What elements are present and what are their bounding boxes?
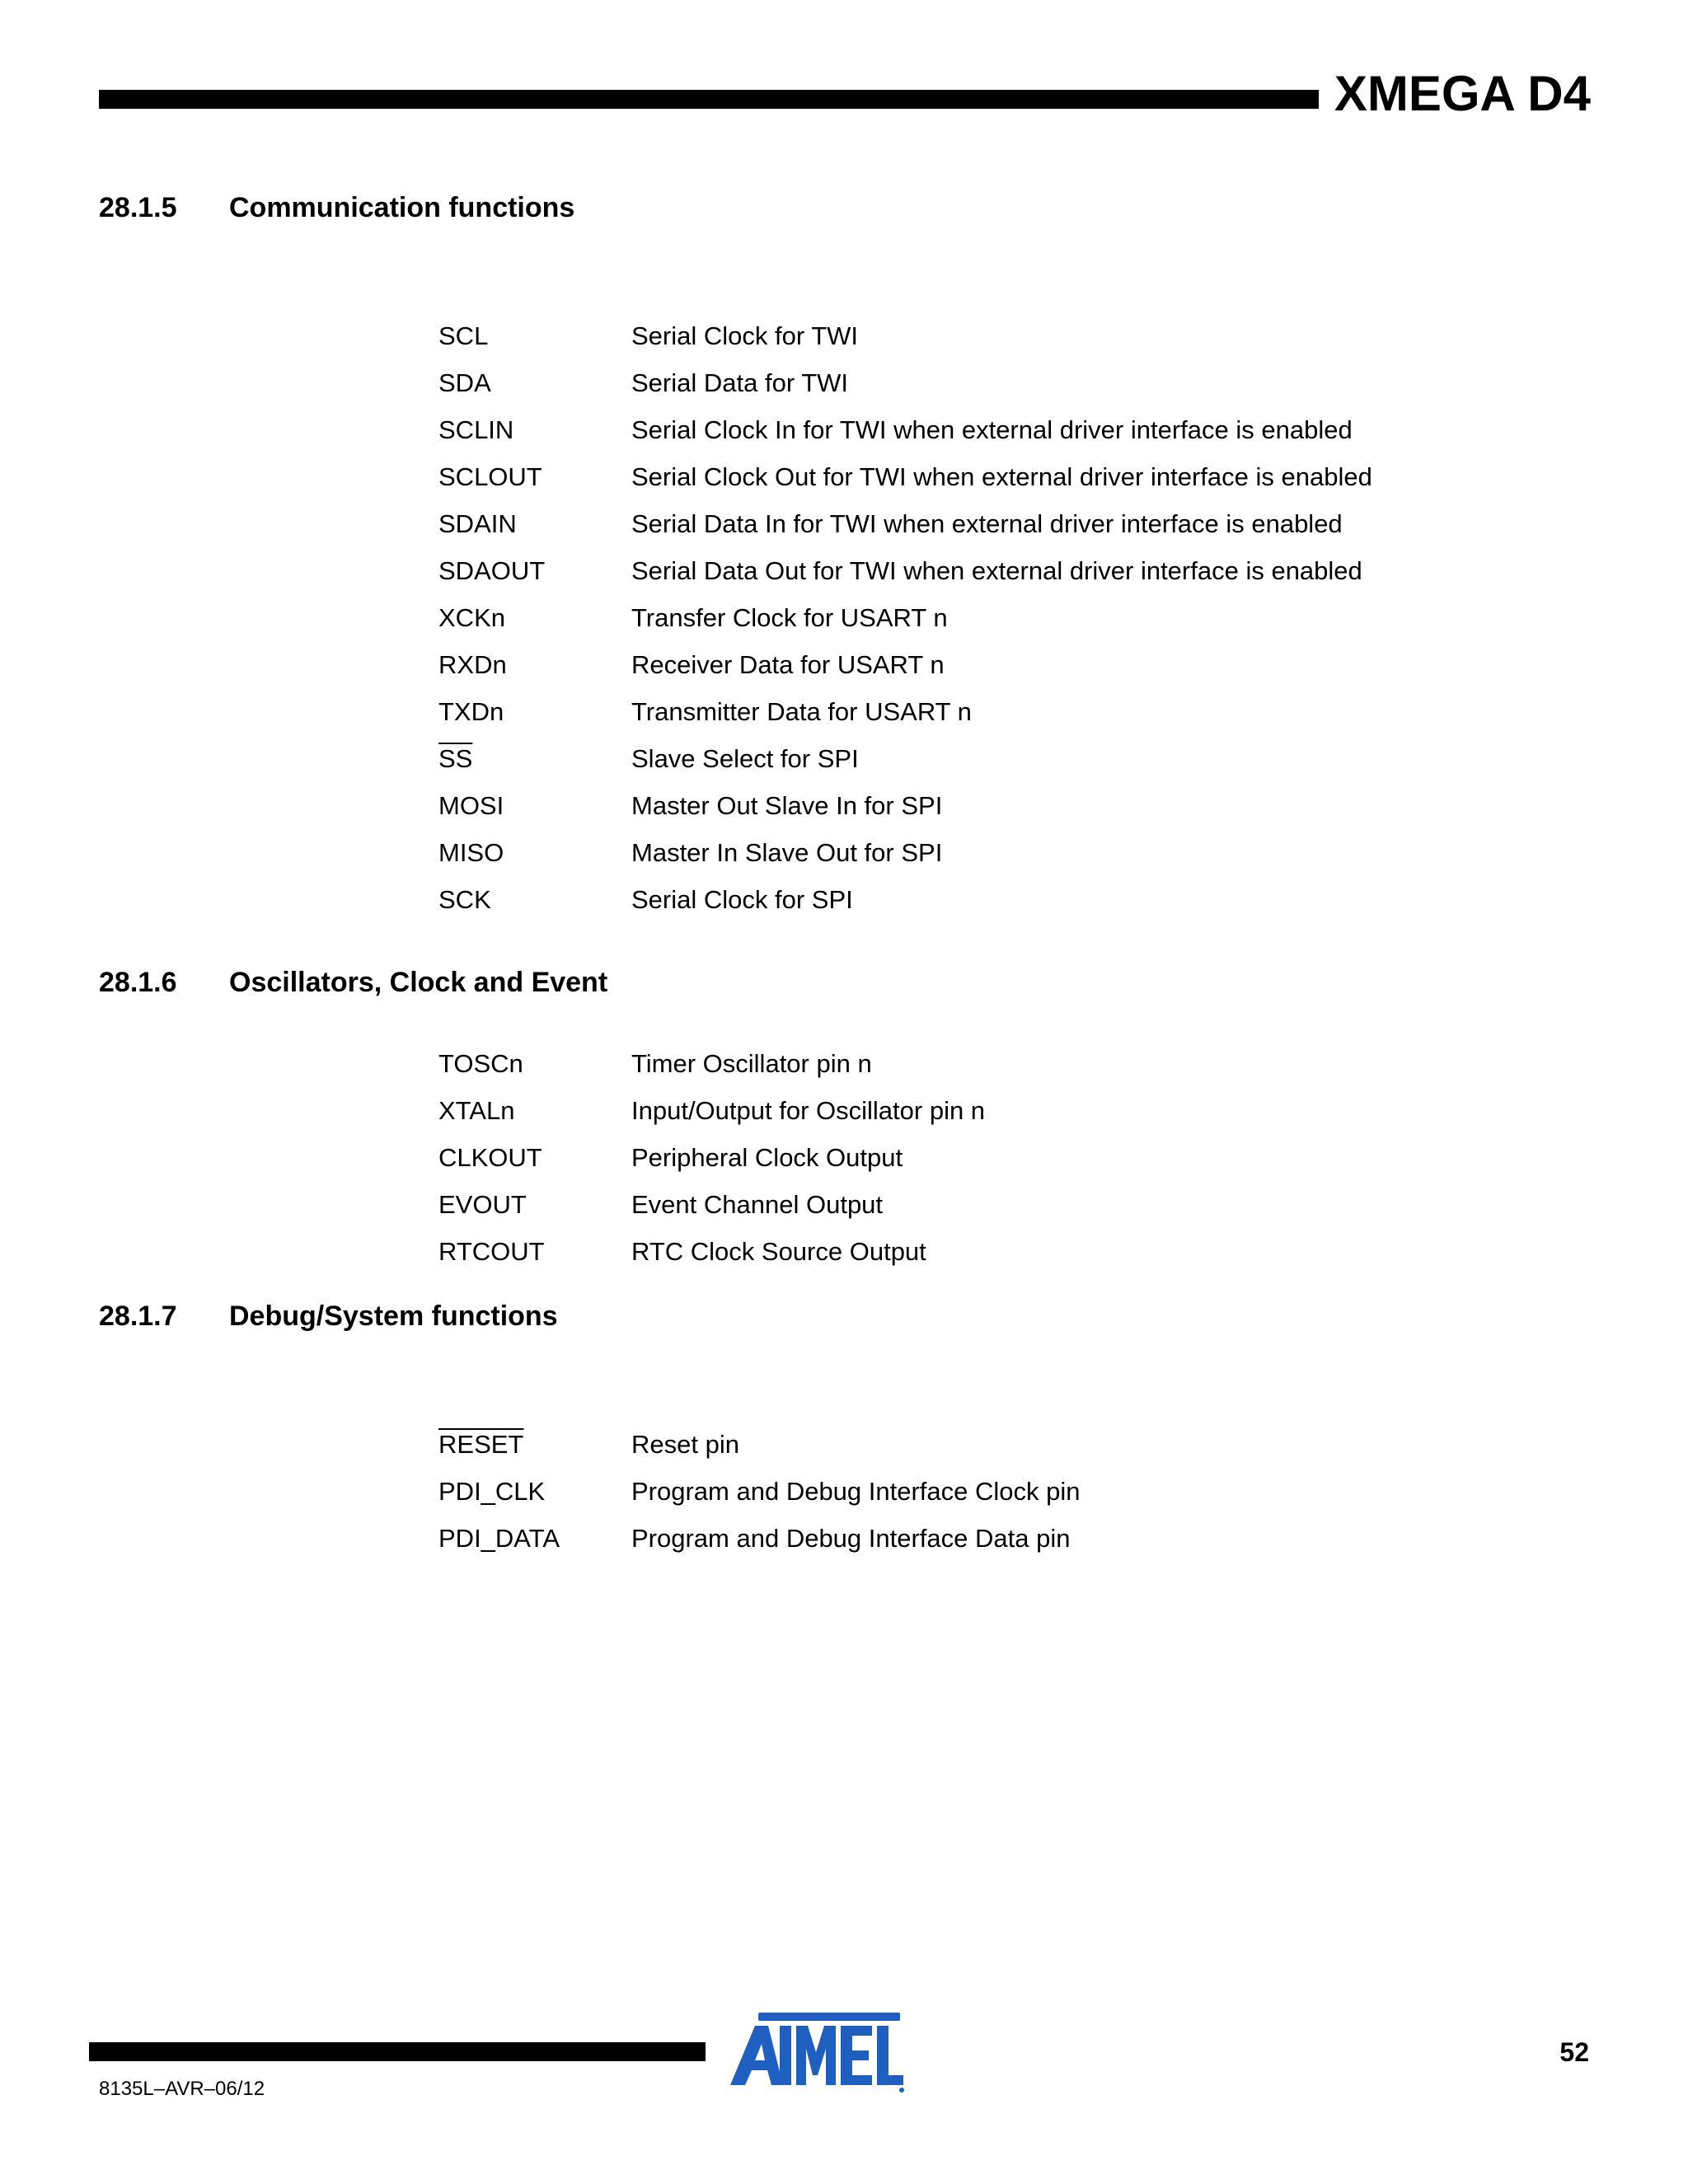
signal-row: [438, 829, 1372, 876]
signal-description: Serial Data for TWI: [631, 368, 849, 397]
signal-name: EVOUT: [438, 1190, 527, 1219]
signal-row: [438, 1181, 985, 1228]
signal-row: [438, 1134, 985, 1181]
document-title: XMEGA D4: [1334, 66, 1591, 121]
signal-name: SCL: [438, 321, 489, 350]
signal-name: SCLIN: [438, 415, 514, 444]
signal-description: Transmitter Data for USART n: [631, 697, 972, 726]
section-heading-communication: [99, 190, 574, 226]
signal-name: SDAIN: [438, 509, 517, 538]
footer-rule: [89, 2042, 706, 2061]
signal-description: Timer Oscillator pin n: [631, 1049, 872, 1078]
signal-description: Serial Clock Out for TWI when external driver interface is enabled: [631, 462, 1372, 491]
signal-description: Serial Clock for SPI: [631, 885, 853, 914]
signal-row: [438, 688, 1372, 735]
signal-description: Serial Data In for TWI when external driver interface is enabled: [631, 509, 1343, 538]
signal-row: [438, 547, 1372, 594]
atmel-logo: [725, 2011, 907, 2093]
signal-description: Event Channel Output: [631, 1190, 884, 1219]
signal-name: CLKOUT: [438, 1143, 542, 1172]
signal-row: [438, 1228, 985, 1275]
signal-row: [438, 876, 1372, 923]
signal-row: [438, 1421, 1081, 1468]
signal-name: XTALn: [438, 1096, 515, 1125]
signal-description: Transfer Clock for USART n: [631, 603, 948, 632]
signal-name: MISO: [438, 838, 504, 867]
signal-name: TOSCn: [438, 1049, 523, 1078]
debug-signal-list: [438, 1421, 1081, 1562]
signal-row: [438, 735, 1372, 782]
signal-name: PDI_CLK: [438, 1477, 546, 1506]
page-number: 52: [1559, 2037, 1589, 2067]
signal-description: Program and Debug Interface Data pin: [631, 1524, 1071, 1553]
signal-name: RTCOUT: [438, 1237, 545, 1266]
section-heading-debug: [99, 1298, 558, 1334]
signal-row: [438, 1040, 985, 1087]
section-heading-oscillators: [99, 964, 607, 1001]
signal-name: SDAOUT: [438, 556, 546, 585]
signal-row: [438, 312, 1372, 359]
signal-description: RTC Clock Source Output: [631, 1237, 926, 1266]
signal-name: SCLOUT: [438, 462, 542, 491]
signal-row: [438, 1468, 1081, 1515]
section-number: 28.1.6: [99, 967, 177, 998]
signal-description: Slave Select for SPI: [631, 744, 859, 773]
signal-row: [438, 359, 1372, 406]
signal-name: XCKn: [438, 603, 505, 632]
signal-name: RXDn: [438, 650, 507, 679]
signal-name: TXDn: [438, 697, 504, 726]
signal-description: Master Out Slave In for SPI: [631, 791, 943, 820]
section-title: Oscillators, Clock and Event: [229, 967, 608, 998]
signal-description: Receiver Data for USART n: [631, 650, 945, 679]
section-number: 28.1.5: [99, 192, 177, 223]
signal-row: [438, 782, 1372, 829]
signal-description: Input/Output for Oscillator pin n: [631, 1096, 986, 1125]
signal-description: Serial Data Out for TWI when external driver interface is enabled: [631, 556, 1362, 585]
signal-name: SCK: [438, 885, 491, 914]
signal-row: [438, 641, 1372, 688]
signal-description: Serial Clock In for TWI when external driver interface is enabled: [631, 415, 1353, 444]
header-rule: [99, 90, 1319, 109]
signal-description: Serial Clock for TWI: [631, 321, 859, 350]
signal-row: [438, 1087, 985, 1134]
signal-row: [438, 1515, 1081, 1562]
section-number: 28.1.7: [99, 1301, 177, 1332]
signal-name: MOSI: [438, 791, 504, 820]
section-title: Debug/System functions: [229, 1301, 558, 1332]
communication-signal-list: [438, 312, 1372, 923]
oscillator-signal-list: [438, 1040, 985, 1275]
signal-description: Program and Debug Interface Clock pin: [631, 1477, 1081, 1506]
signal-row: [438, 453, 1372, 500]
signal-row: [438, 500, 1372, 547]
signal-description: Reset pin: [631, 1430, 739, 1459]
section-title: Communication functions: [229, 192, 575, 223]
signal-description: Master In Slave Out for SPI: [631, 838, 943, 867]
signal-description: Peripheral Clock Output: [631, 1143, 903, 1172]
signal-name-active-low: RESET: [438, 1430, 524, 1459]
document-code: 8135L–AVR–06/12: [99, 2078, 265, 2100]
signal-row: [438, 406, 1372, 453]
signal-row: [438, 594, 1372, 641]
signal-name: SDA: [438, 368, 491, 397]
signal-name-active-low: $\overline{SS}$: [438, 744, 473, 773]
signal-name: PDI_DATA: [438, 1524, 560, 1553]
